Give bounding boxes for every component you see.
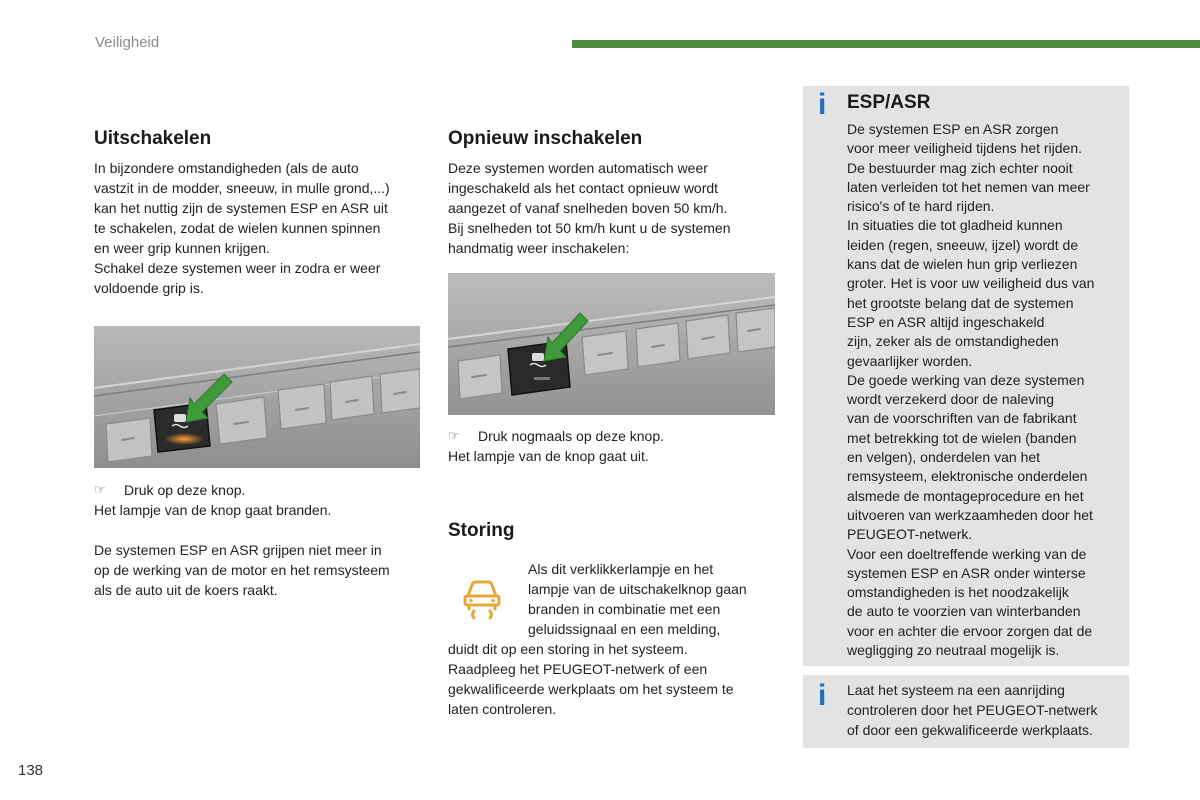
storing-intro: Als dit verklikkerlampje en het lampje van de uitschakelknop gaan branden in combinatie met een geluidssignaal en een melding, xyxy=(528,561,747,637)
heading-uitschakelen: Uitschakelen xyxy=(94,128,212,149)
esp-warning-lamp-icon xyxy=(459,574,505,620)
info-icon: i xyxy=(818,679,827,712)
bullet-block-off xyxy=(94,480,424,600)
bullet-hand-icon: ☞ xyxy=(94,482,106,497)
bullet-block-on xyxy=(448,426,778,466)
header-accent-bar xyxy=(572,40,1200,48)
column-opnieuw-inschakelen xyxy=(448,128,778,258)
info-box-title: ESP/ASR xyxy=(847,92,931,113)
page-number: 138 xyxy=(18,762,44,779)
bullet-result: Het lampje van de knop gaat uit. xyxy=(448,448,649,464)
heading-opnieuw-inschakelen: Opnieuw inschakelen xyxy=(448,128,643,149)
bullet-instruction: Druk op deze knop. xyxy=(124,482,246,498)
bullet-hand-icon: ☞ xyxy=(448,428,460,443)
bullet-result: Het lampje van de knop gaat branden. xyxy=(94,502,332,518)
heading-storing: Storing xyxy=(448,520,515,541)
info-box-aanrijding xyxy=(803,675,1129,748)
info-box2-text: Laat het systeem na een aanrijding controleren door het PEUGEOT-netwerk of door een gekwalificeerde werkplaats. xyxy=(847,682,1098,738)
section-label: Veiligheid xyxy=(95,34,160,51)
paragraph-opnieuw: Deze systemen worden automatisch weer ingeschakeld als het contact opnieuw wordt aangezet of vanaf snelheden boven 50 km/h. Bij snelheden tot 50 km/h kunt u de systemen handmatig weer inschakelen: xyxy=(448,160,731,256)
button-photo-on xyxy=(448,273,775,415)
info-box-esp-asr xyxy=(803,86,1129,666)
storing-rest xyxy=(448,639,778,719)
storing-text xyxy=(528,559,778,639)
storing-advice: duidt dit op een storing in het systeem. Raadpleeg het PEUGEOT-netwerk of een gekwalificeerde werkplaats om het systeem te laten controleren. xyxy=(448,641,734,717)
button-photo-off xyxy=(94,326,420,468)
info-icon: i xyxy=(818,88,827,121)
bullet-instruction: Druk nogmaals op deze knop. xyxy=(478,428,664,444)
column-uitschakelen xyxy=(94,128,424,298)
info-box-text: De systemen ESP en ASR zorgen voor meer veiligheid tijdens het rijden. De bestuurder mag zich echter nooit laten verleiden tot het nemen van meer risico's of te hard rijden. In situaties die tot gladheid kunnen leiden (regen, sneeuw, ijzel) wordt de kans dat de wielen hun grip verliezen groter. Het is voor uw veiligheid dus van het grootste belang dat de systemen ESP en ASR altijd ingeschakeld zijn, zeker als de omstandigheden gevaarlijker worden. De goede werking van deze systemen wordt verzekerd door de naleving van de voorschriften van de fabrikant met betrekking tot de wielen (banden en velgen), onderdelen van het remsysteem, elektronische onderdelen alsmede de montageprocedure en het uitvoeren van werkzaamheden door het PEUGEOT-netwerk. Voor een doeltreffende werking van de systemen ESP en ASR onder winterse omstandigheden is het noodzakelijk de auto te voorzien van winterbanden voor en achter die ervoor zorgen dat de wegligging zo neutraal mogelijk is. xyxy=(847,121,1095,659)
paragraph-esp-asr-off: De systemen ESP en ASR grijpen niet meer in op de werking van de motor en het remsysteem als de auto uit de koers raakt. xyxy=(94,542,390,598)
paragraph-uitschakelen: In bijzondere omstandigheden (als de auto vastzit in de modder, sneeuw, in mulle grond,...) kan het nuttig zijn de systemen ESP en ASR uit te schakelen, zodat de wielen kunnen spinnen en weer grip kunnen krijgen. Schakel deze systemen weer in zodra er weer voldoende grip is. xyxy=(94,160,390,296)
